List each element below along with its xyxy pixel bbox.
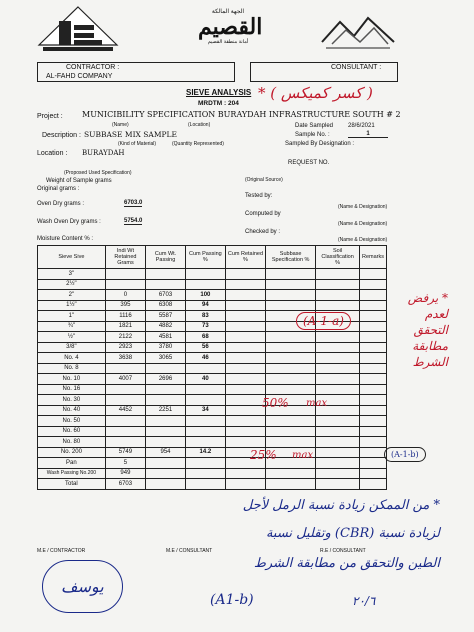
bottom-note-1: * من الممكن زيادة نسبة الرمل لأجل <box>242 498 440 513</box>
cell-indi-wt: 1116 <box>105 311 145 322</box>
method-code: MRDTM : 204 <box>198 100 239 107</box>
cell-cum-passing: 14.2 <box>185 447 225 458</box>
cell-cum-wt <box>146 384 186 395</box>
cell-sieve: Pan <box>38 458 106 469</box>
cell-soil-class <box>316 468 360 479</box>
cell-indi-wt: 2122 <box>105 332 145 343</box>
contractor-logo <box>37 5 119 57</box>
cell-soil-class <box>316 353 360 364</box>
a1b-bottom: (A1-b) <box>210 592 254 608</box>
cell-cum-passing <box>185 426 225 437</box>
table-row <box>38 416 387 427</box>
footer-me-contractor: M.E / CONTRACTOR <box>37 548 86 554</box>
cell-remarks <box>359 279 386 290</box>
cell-subbase-spec <box>266 342 316 353</box>
cell-cum-passing <box>185 437 225 448</box>
cell-sieve: No. 200 <box>38 447 106 458</box>
original-source-caption: (Original Source) <box>245 177 283 183</box>
bottom-note-2: لزيادة نسبة (CBR) وتقليل نسبة <box>265 526 440 541</box>
table-row <box>38 342 387 353</box>
fifty-annotation: 50% <box>262 396 289 410</box>
cell-remarks <box>359 426 386 437</box>
cell-cum-wt <box>146 437 186 448</box>
date-handwritten: ٢٠/٦ <box>352 594 376 608</box>
cell-subbase-spec <box>266 279 316 290</box>
cell-sieve: No. 4 <box>38 353 106 364</box>
sample-no-label: Sample No. : <box>295 132 330 138</box>
project-location-caption: (Location) <box>188 122 211 128</box>
cell-sieve: Total <box>38 479 106 490</box>
cell-subbase-spec <box>266 437 316 448</box>
cell-indi-wt: 2923 <box>105 342 145 353</box>
cell-cum-retained <box>225 426 265 437</box>
table-row <box>38 405 387 416</box>
cell-cum-wt: 2696 <box>146 374 186 385</box>
table-row <box>38 468 387 479</box>
cell-soil-class <box>316 374 360 385</box>
project-value: MUNICIBILITY SPECIFICATION BURAYDAH INFRASTRUCTURE SOUTH # 2 <box>82 110 401 119</box>
a1b-circle: (A-1-b) <box>384 447 426 462</box>
original-grams-label: Original grams : <box>37 186 80 192</box>
cell-remarks <box>359 468 386 479</box>
cell-cum-wt <box>146 426 186 437</box>
cell-cum-wt: 5587 <box>146 311 186 322</box>
cell-indi-wt <box>105 395 145 406</box>
cell-sieve: No. 8 <box>38 363 106 374</box>
kind-caption: (Kind of Material) <box>118 141 157 147</box>
cell-cum-passing <box>185 416 225 427</box>
cell-cum-passing <box>185 395 225 406</box>
cell-cum-wt: 3780 <box>146 342 186 353</box>
cell-sieve: 1" <box>38 311 106 322</box>
consultant-label: CONSULTANT : <box>331 64 382 71</box>
cell-cum-passing <box>185 479 225 490</box>
table-row <box>38 279 387 290</box>
cell-remarks <box>359 437 386 448</box>
cell-subbase-spec <box>266 479 316 490</box>
cell-indi-wt: 3638 <box>105 353 145 364</box>
name-designation-1: (Name & Designation) <box>338 204 388 210</box>
footer-re-consultant: R.E / CONSULTANT <box>320 548 366 554</box>
owner-logo <box>198 8 263 60</box>
cell-soil-class <box>316 426 360 437</box>
cell-subbase-spec <box>266 416 316 427</box>
table-row <box>38 269 387 280</box>
description-value: SUBBASE MIX SAMPLE <box>84 130 177 139</box>
cell-sieve: No. 60 <box>38 426 106 437</box>
date-sampled-label: Date Sampled <box>295 123 334 129</box>
table-row <box>38 447 387 458</box>
cell-cum-wt <box>146 363 186 374</box>
cell-remarks <box>359 395 386 406</box>
cell-cum-retained <box>225 311 265 322</box>
cell-cum-retained <box>225 353 265 364</box>
cell-subbase-spec <box>266 353 316 364</box>
cell-cum-passing <box>185 384 225 395</box>
table-row <box>38 332 387 343</box>
cell-indi-wt: 6703 <box>105 479 145 490</box>
cell-cum-wt <box>146 269 186 280</box>
cell-remarks <box>359 384 386 395</box>
contractor-label: CONTRACTOR : <box>66 64 120 71</box>
table-row <box>38 290 387 301</box>
cell-indi-wt: 1821 <box>105 321 145 332</box>
cell-indi-wt: 5749 <box>105 447 145 458</box>
cell-soil-class <box>316 479 360 490</box>
cell-soil-class <box>316 279 360 290</box>
checked-by-label: Checked by : <box>245 229 281 235</box>
cell-sieve: No. 40 <box>38 405 106 416</box>
owner-logo-mark: القصيم <box>198 14 263 40</box>
cell-cum-passing: 34 <box>185 405 225 416</box>
oven-dry-value: 6703.0 <box>124 200 143 206</box>
cell-cum-retained <box>225 332 265 343</box>
cell-remarks <box>359 363 386 374</box>
cell-cum-retained <box>225 374 265 385</box>
cell-sieve: No. 80 <box>38 437 106 448</box>
table-row <box>38 395 387 406</box>
cell-soil-class <box>316 342 360 353</box>
cell-sieve: 3" <box>38 269 106 280</box>
sieve-table <box>37 245 387 490</box>
col-sieve: Sieve Sive <box>38 246 106 269</box>
cell-indi-wt: 5 <box>105 458 145 469</box>
cell-remarks <box>359 479 386 490</box>
sample-no-value: 1 <box>348 131 388 138</box>
date-sampled-value: 28/6/2021 <box>348 123 375 129</box>
cell-cum-retained <box>225 290 265 301</box>
cell-soil-class <box>316 416 360 427</box>
cell-soil-class <box>316 290 360 301</box>
signature-left: يوسف <box>42 560 123 613</box>
proposed-caption: (Proposed Used Specification) <box>64 170 132 176</box>
cell-cum-wt: 6308 <box>146 300 186 311</box>
cell-remarks <box>359 416 386 427</box>
reject-note: * يرفض لعدم التحقق مطابقة الشرط <box>407 291 448 369</box>
cell-cum-wt <box>146 479 186 490</box>
cell-cum-passing <box>185 458 225 469</box>
cell-indi-wt: 4452 <box>105 405 145 416</box>
cell-cum-retained <box>225 416 265 427</box>
cell-remarks <box>359 342 386 353</box>
owner-logo-top-text: الجهة المالكة <box>211 9 245 15</box>
wash-oven-value: 5754.0 <box>124 218 143 224</box>
cell-soil-class <box>316 447 360 458</box>
cell-cum-wt: 2251 <box>146 405 186 416</box>
cell-remarks <box>359 321 386 332</box>
cell-soil-class <box>316 384 360 395</box>
description-label: Description : <box>42 132 81 139</box>
request-no-label: REQUEST NO. <box>288 160 330 166</box>
cell-remarks <box>359 405 386 416</box>
cell-indi-wt: 949 <box>105 468 145 479</box>
contractor-name: AL-FAHD COMPANY <box>46 73 113 80</box>
cell-cum-passing: 83 <box>185 311 225 322</box>
cell-subbase-spec <box>266 468 316 479</box>
cell-soil-class <box>316 269 360 280</box>
col-indi-wt: Indi Wt Retained Grams <box>105 246 145 269</box>
table-row <box>38 479 387 490</box>
a1a-annotation: (A-1-a) <box>296 312 351 330</box>
cell-cum-retained <box>225 479 265 490</box>
cell-sieve: 3/8" <box>38 342 106 353</box>
moisture-label: Moisture Content % : <box>37 236 94 242</box>
cell-cum-passing <box>185 468 225 479</box>
bottom-note-3: الطين والتحقق من مطابقة الشرط <box>253 556 440 571</box>
cell-indi-wt <box>105 363 145 374</box>
footer-me-consultant: M.E / CONSULTANT <box>166 548 213 554</box>
cell-cum-retained <box>225 321 265 332</box>
col-subbase-spec: Subbase Specification % <box>266 246 316 269</box>
table-row <box>38 353 387 364</box>
cell-indi-wt <box>105 384 145 395</box>
table-row <box>38 426 387 437</box>
cell-cum-wt <box>146 468 186 479</box>
oven-dry-label: Oven Dry grams : <box>37 201 85 207</box>
cell-sieve: 1½" <box>38 300 106 311</box>
max-annotation-1: max <box>306 398 328 409</box>
col-cum-retained: Cum Retained % <box>225 246 265 269</box>
cell-subbase-spec <box>266 374 316 385</box>
cell-cum-retained <box>225 300 265 311</box>
cell-remarks <box>359 447 386 458</box>
cell-cum-passing: 68 <box>185 332 225 343</box>
title-handwriting: * ( كسر كميكس ) <box>258 84 373 102</box>
cell-sieve: No. 10 <box>38 374 106 385</box>
location-label: Location : <box>37 150 68 157</box>
table-header-row <box>38 246 387 269</box>
cell-sieve: ¾" <box>38 321 106 332</box>
cell-cum-retained <box>225 269 265 280</box>
cell-remarks <box>359 374 386 385</box>
cell-subbase-spec <box>266 426 316 437</box>
cell-soil-class <box>316 300 360 311</box>
location-value: BURAYDAH <box>82 149 125 157</box>
cell-cum-retained <box>225 279 265 290</box>
project-name-caption: (Name) <box>112 122 129 128</box>
max-annotation-2: max <box>292 450 314 461</box>
cell-remarks <box>359 311 386 322</box>
cell-indi-wt: 395 <box>105 300 145 311</box>
cell-sieve: 2½" <box>38 279 106 290</box>
cell-indi-wt <box>105 269 145 280</box>
cell-remarks <box>359 458 386 469</box>
cell-cum-wt: 4882 <box>146 321 186 332</box>
sampled-by-label: Sampled By Designation : <box>285 141 355 147</box>
cell-cum-wt <box>146 458 186 469</box>
cell-subbase-spec <box>266 269 316 280</box>
cell-indi-wt <box>105 279 145 290</box>
table-row <box>38 300 387 311</box>
cell-subbase-spec <box>266 290 316 301</box>
cell-sieve: 2" <box>38 290 106 301</box>
cell-soil-class <box>316 363 360 374</box>
cell-soil-class <box>316 458 360 469</box>
cell-cum-wt: 3065 <box>146 353 186 364</box>
weight-label: Weight of Sample grams <box>46 178 112 184</box>
col-cum-passing: Cum Passing % <box>185 246 225 269</box>
cell-cum-wt <box>146 416 186 427</box>
cell-subbase-spec <box>266 300 316 311</box>
cell-remarks <box>359 269 386 280</box>
cell-soil-class <box>316 437 360 448</box>
cell-cum-retained <box>225 468 265 479</box>
cell-cum-passing <box>185 269 225 280</box>
cell-sieve: Wash Passing No.200 <box>38 468 106 479</box>
cell-subbase-spec <box>266 363 316 374</box>
cell-indi-wt <box>105 437 145 448</box>
cell-cum-passing: 94 <box>185 300 225 311</box>
cell-indi-wt: 0 <box>105 290 145 301</box>
cell-cum-passing <box>185 279 225 290</box>
cell-cum-passing: 46 <box>185 353 225 364</box>
cell-cum-passing <box>185 363 225 374</box>
cell-remarks <box>359 300 386 311</box>
table-row <box>38 384 387 395</box>
cell-cum-retained <box>225 405 265 416</box>
cell-cum-retained <box>225 384 265 395</box>
cell-cum-passing: 56 <box>185 342 225 353</box>
project-label: Project : <box>37 113 63 120</box>
cell-indi-wt: 4007 <box>105 374 145 385</box>
cell-cum-passing: 100 <box>185 290 225 301</box>
cell-subbase-spec <box>266 332 316 343</box>
col-cum-wt: Cum Wt. Passing <box>146 246 186 269</box>
table-row <box>38 458 387 469</box>
cell-cum-passing: 40 <box>185 374 225 385</box>
twentyfive-annotation: 25% <box>250 448 277 462</box>
cell-subbase-spec <box>266 384 316 395</box>
cell-cum-wt <box>146 279 186 290</box>
cell-cum-retained <box>225 342 265 353</box>
cell-cum-wt <box>146 395 186 406</box>
table-row <box>38 363 387 374</box>
consultant-box <box>250 62 398 82</box>
tested-by-label: Tested by: <box>245 193 273 199</box>
cell-cum-retained <box>225 395 265 406</box>
owner-logo-bottom-text: أمانة منطقة القصيم <box>207 39 249 45</box>
page-title: SIEVE ANALYSIS <box>186 88 252 97</box>
table-row <box>38 374 387 385</box>
cell-cum-passing: 73 <box>185 321 225 332</box>
computed-by-label: Computed by <box>245 211 281 217</box>
col-soil-class: Soil Classification % <box>316 246 360 269</box>
contractor-box <box>37 62 235 82</box>
cell-cum-wt: 6703 <box>146 290 186 301</box>
cell-cum-retained <box>225 437 265 448</box>
cell-cum-retained <box>225 363 265 374</box>
cell-sieve: No. 50 <box>38 416 106 427</box>
table-row <box>38 437 387 448</box>
cell-sieve: ½" <box>38 332 106 343</box>
consultant-logo <box>318 12 398 52</box>
cell-soil-class <box>316 332 360 343</box>
cell-indi-wt <box>105 426 145 437</box>
cell-remarks <box>359 290 386 301</box>
cell-remarks <box>359 353 386 364</box>
cell-cum-wt: 4581 <box>146 332 186 343</box>
cell-remarks <box>359 332 386 343</box>
wash-oven-label: Wash Oven Dry grams : <box>37 219 101 225</box>
cell-cum-wt: 954 <box>146 447 186 458</box>
name-designation-3: (Name & Designation) <box>338 237 388 243</box>
name-designation-2: (Name & Designation) <box>338 221 388 227</box>
cell-sieve: No. 30 <box>38 395 106 406</box>
quantity-caption: (Quantity Represented) <box>172 141 224 147</box>
cell-indi-wt <box>105 416 145 427</box>
col-remarks: Remarks <box>359 246 386 269</box>
cell-sieve: No. 16 <box>38 384 106 395</box>
